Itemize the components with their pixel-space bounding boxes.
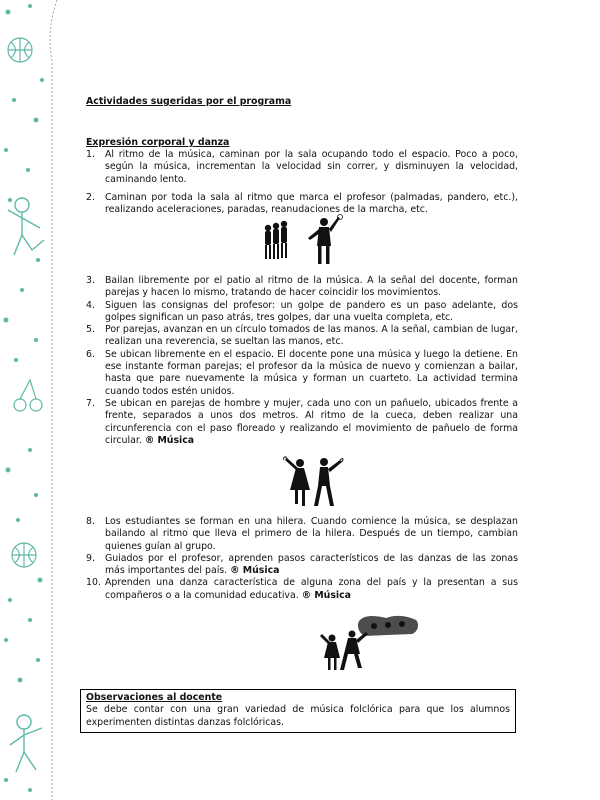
music-link[interactable]: ® Música — [301, 589, 352, 601]
list-item: 8. Los estudiantes se forman en una hilera. Cuando comience la música, se desplazan bailando al ritmo que lleva el primero de la hilera. Después de un tiempo, cambian quienes guían al grupo. — [86, 516, 518, 552]
observations-text: Se debe contar con una gran variedad de música folclórica para que los alumnos experimenten distintas danzas folclóricas. — [86, 704, 510, 728]
cherries-icon — [14, 380, 42, 411]
decorative-border — [0, 0, 60, 800]
kid-figure-icon — [10, 715, 42, 772]
music-link[interactable]: ® Música — [144, 434, 195, 446]
activity-list-1 — [86, 149, 518, 216]
folk-dancers-illustration — [316, 612, 424, 674]
observations-box — [80, 689, 516, 733]
observations-title: Observaciones al docente — [86, 692, 223, 703]
teacher-children-illustration — [258, 214, 348, 266]
activity-list-3 — [86, 516, 518, 602]
list-item: 9. Guiados por el profesor, aprenden pasos característicos de las danzas de las zonas más importantes del país. ® Música — [86, 552, 518, 577]
section-title: Expresión corporal y danza — [86, 137, 230, 148]
list-item: 10. Aprenden una danza característica de alguna zona del país y la presentan a sus compañeros o a la comunidad educativa. ® Música — [86, 577, 518, 601]
page-title: Actividades sugeridas por el programa — [86, 96, 292, 107]
activity-list-2 — [86, 275, 518, 447]
border-line — [50, 0, 57, 800]
music-link[interactable]: ® Música — [230, 565, 280, 577]
ball-icon — [12, 543, 36, 567]
list-item: 4. Siguen las consignas del profesor: un golpe de pandero es un paso adelante, dos golpes significan un paso atrás, tres golpes, dar una vuelta completa, etc. — [86, 299, 518, 323]
list-item: 5. Por parejas, avanzan en un círculo tomados de las manos. A la señal, cambian de lugar, realizan una reverencia, se sueltan las manos, etc. — [86, 324, 518, 348]
list-item: 1. Al ritmo de la música, caminan por la sala ocupando todo el espacio. Poco a poco, según la música, incrementan la velocidad sin correr, y disminuyen la velocidad, caminando lento. — [86, 149, 518, 185]
list-item: 3. Bailan libremente por el patio al ritmo de la música. A la señal del docente, forman parejas y hacen lo mismo, tratando de hacer coincidir los movimientos. — [86, 275, 518, 299]
kid-figure-icon — [8, 198, 44, 255]
border-dots — [4, 4, 45, 792]
list-item: 6. Se ubican libremente en el espacio. El docente pone una música y luego la detiene. En ese instante forman parejas; el profesor da la música de nuevo y comienzan a bailar, hasta que pare nuevamente la música y forman un cuarteto. La actividad termina cuando todos estén unidos. — [86, 348, 518, 397]
ball-icon — [8, 38, 32, 62]
dancing-couple-illustration — [282, 456, 344, 510]
list-item: 2. Caminan por toda la sala al ritmo que marca el profesor (palmadas, pandero, etc.), realizando aceleraciones, paradas, reanudaciones de la marcha, etc. — [86, 191, 518, 216]
list-item: 7. Se ubican en parejas de hombre y mujer, cada uno con un pañuelo, ubicados frente a frente, separados a unos dos metros. Al ritmo de la cueca, deben realizar una circunferencia con el paso floreado y realizando el movimiento de pañuelo de forma circular. ® Música — [86, 397, 518, 446]
